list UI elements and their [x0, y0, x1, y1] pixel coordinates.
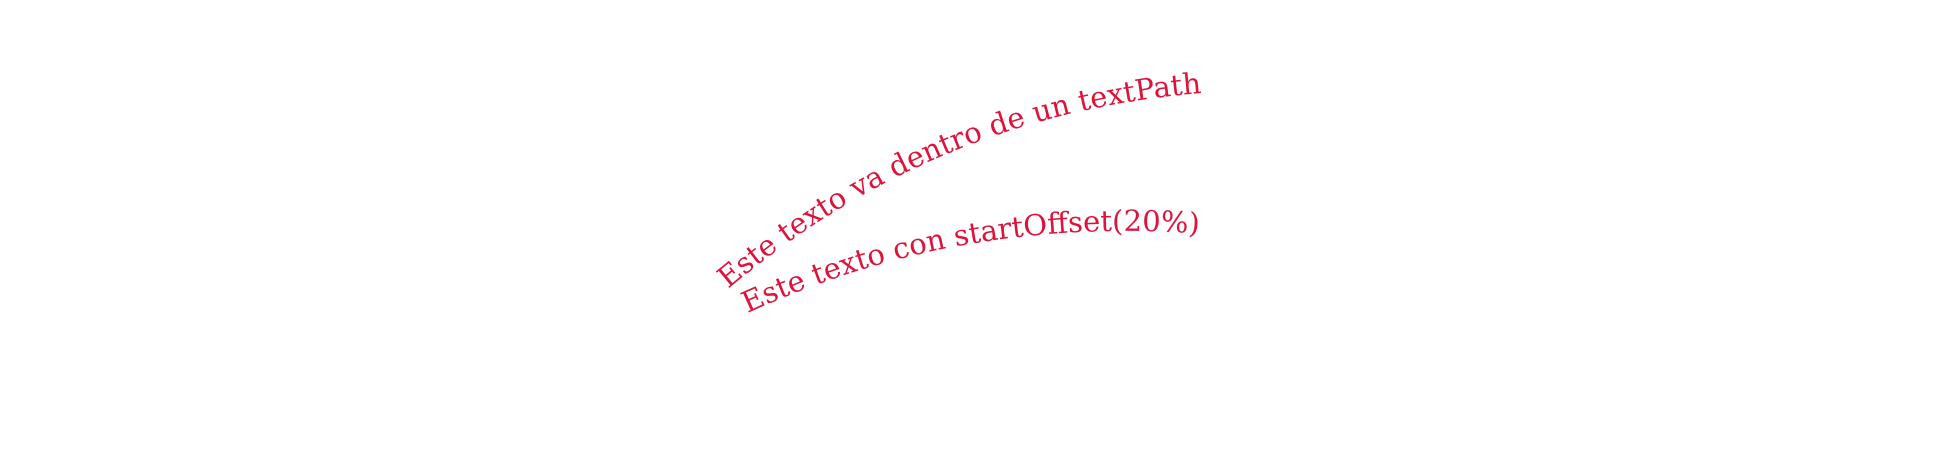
textpath-label — [711, 66, 1203, 294]
start-offset-label-content: Este texto con startOffset(20%) — [736, 203, 1202, 320]
textpath-label-content: Este texto va dentro de un textPath — [710, 66, 1203, 295]
